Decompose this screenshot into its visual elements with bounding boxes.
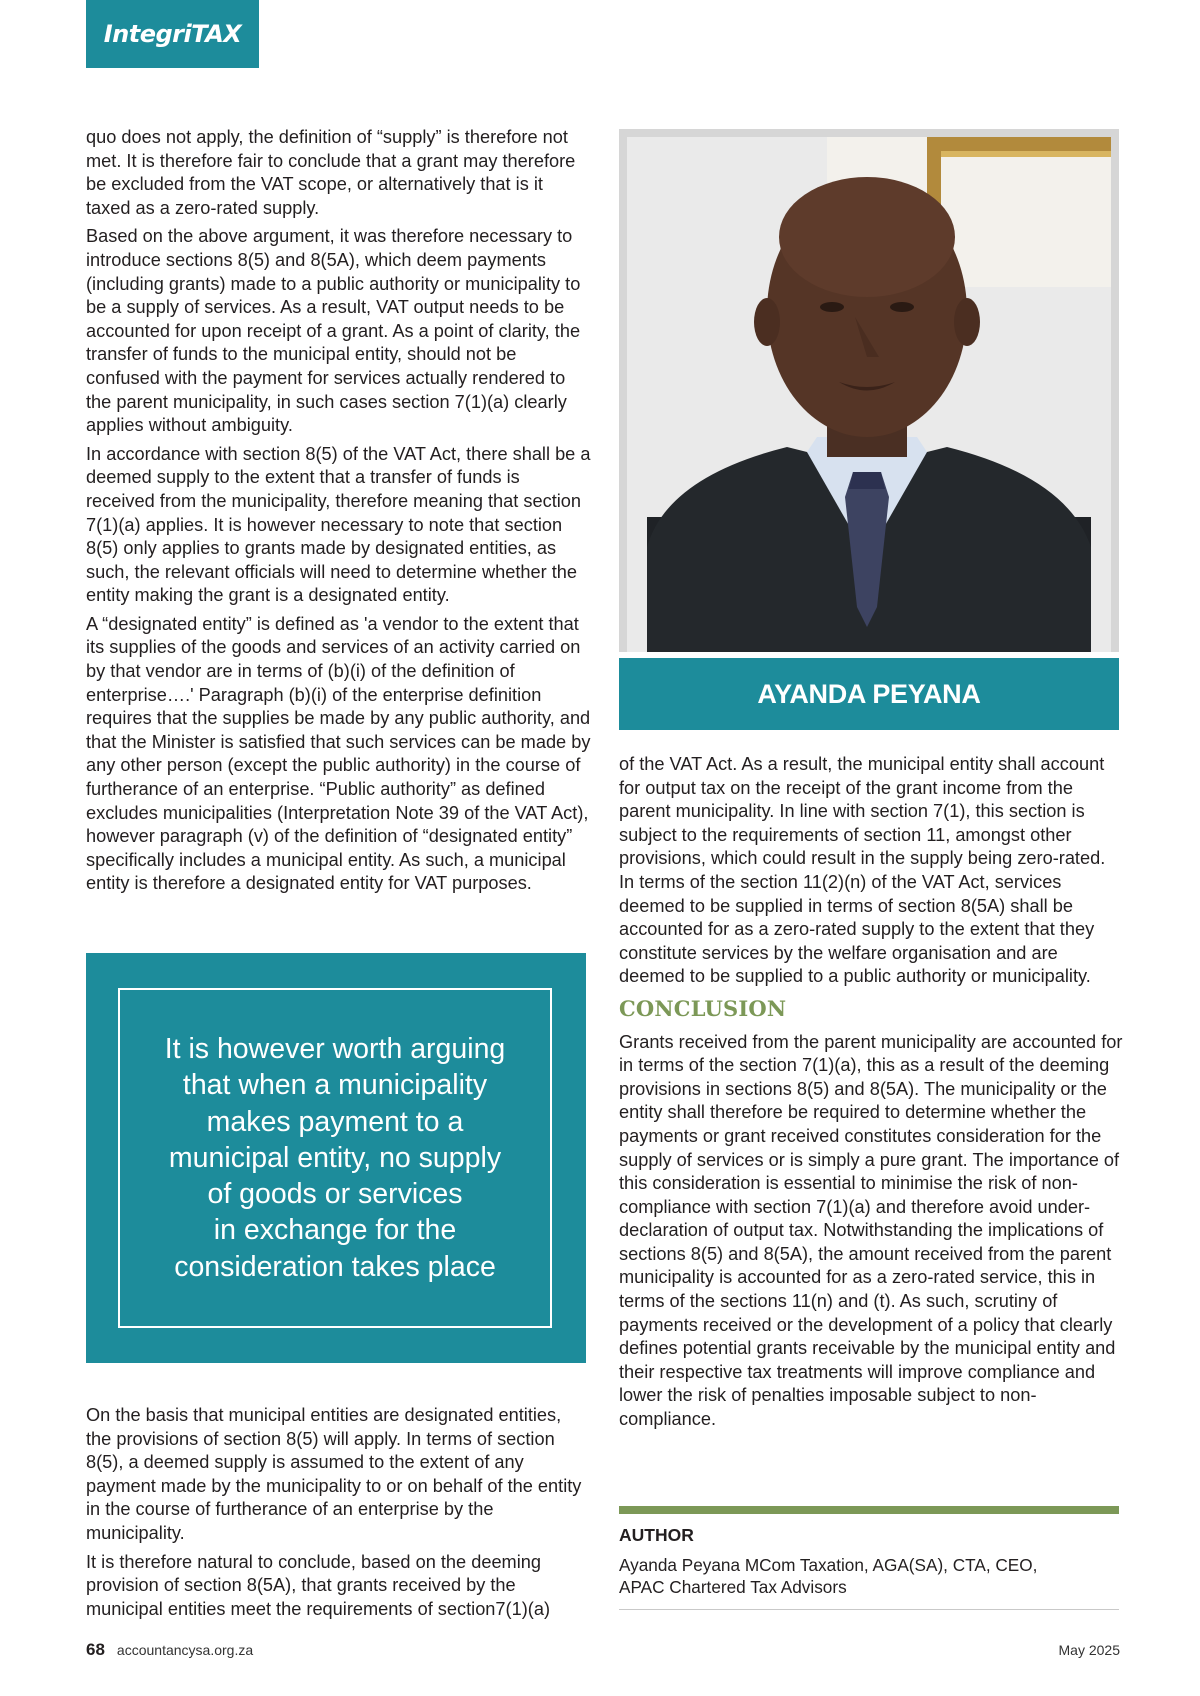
author-credentials xyxy=(619,1554,1124,1598)
author-block xyxy=(619,1525,1124,1598)
paragraph: On the basis that municipal entities are designated entities, the provisions of section 8(5) will apply. In terms of section 8(5), a deemed supply is assumed to the extent of any payment made by the municipality to or on behalf of the entity in the course of furtherance of an enterprise by the municipality. xyxy=(86,1405,582,1543)
paragraph: Based on the above argument, it was therefore necessary to introduce sections 8(5) and 8(5A), which deem payments (including grants) made to a public authority or municipality to be a supply of services. As a result, VAT output needs to be accounted for upon receipt of a grant. As a point of clarity, the transfer of funds to the municipal entity, should not be confused with the payment for services actually rendered to the parent municipality, in such cases section 7(1)(a) clearly applies without ambiguity. xyxy=(86,226,581,436)
paragraph: quo does not apply, the definition of “supply” is therefore not met. It is therefore fair to conclude that a grant may therefore be excluded from the VAT scope, or alternatively that is it taxed as a zero-rated supply. xyxy=(86,127,576,218)
brand-name: IntegriTAX xyxy=(103,20,242,48)
photo-caption-banner xyxy=(619,658,1119,730)
pull-quote-box xyxy=(86,953,586,1363)
paragraph: A “designated entity” is defined as 'a vendor to the extent that its supplies of the goods and services of an activity carried on by that vendor are in terms of (b)(i) of the definition of enterprise….' Paragraph (b)(i) of the enterprise definition requires that the supplies be made by any public authority, and that the Minister is satisfied that such services can be made by any other person (except the public authority) in the course of furtherance of an enterprise. “Public authority” as defined excludes municipalities (Interpretation Note 39 of the VAT Act), however paragraph (v) of the definition of “designated entity” specifically includes a municipal entity. As such, a municipal entity is therefore a designated entity for VAT purposes. xyxy=(86,613,591,894)
author-line: APAC Chartered Tax Advisors xyxy=(619,1577,847,1597)
conclusion-heading: CONCLUSION xyxy=(619,995,787,1021)
author-line: Ayanda Peyana MCom Taxation, AGA(SA), CTA, CEO, xyxy=(619,1555,1038,1575)
author-bottom-divider xyxy=(619,1609,1119,1610)
author-photo-frame xyxy=(619,129,1119,652)
author-photo xyxy=(627,137,1111,652)
pull-quote-text: It is however worth arguing that when a municipality makes payment to a municipal entity, no supply of goods or services in exchange for the consideration takes place xyxy=(164,1032,506,1283)
pull-quote-frame xyxy=(118,988,552,1328)
article-column-left-top xyxy=(86,126,591,901)
paragraph: In accordance with section 8(5) of the VAT Act, there shall be a deemed supply to the extent that a transfer of funds is received from the municipality, therefore meaning that section 7(1)(a) applies. It is however necessary to note that section 8(5) only applies to grants made by designated entities, as such, the relevant officials will need to determine whether the entity making the grant is a designated entity. xyxy=(86,443,591,606)
website-link[interactable]: accountancysa.org.za xyxy=(116,1642,254,1658)
author-divider xyxy=(619,1506,1119,1514)
photo-caption: AYANDA PEYANA xyxy=(757,678,981,709)
conclusion-paragraph: Grants received from the parent municipality are accounted for in terms of the section 7(1)(a), this as a result of the deeming provisions in sections 8(5) and 8(5A). The municipality or the entity shall therefore be required to determine whether the payments or grant received constitutes consideration for the supply of services or is simply a pure grant. The importance of this consideration is essential to minimise the risk of non-compliance with section 7(1)(a) and therefore avoid under-declaration of output tax. Notwithstanding the implications of sections 8(5) and 8(5A), the amount received from the parent municipality is accounted for as a zero-rated service, this in terms of the sections 11(n) and (t). As such, scrutiny of payments received or the development of a policy that clearly defines potential grants receivable by the municipal entity and their respective tax treatments will improve compliance and lower the risk of penalties imposable subject to non-compliance. xyxy=(619,1031,1123,1430)
footer-left xyxy=(86,1640,253,1660)
paragraph: of the VAT Act. As a result, the municipal entity shall account for output tax on the receipt of the grant income from the parent municipality. In line with section 7(1), this section is subject to the requirements of section 11, amongst other provisions, which could result in the supply being zero-rated. In terms of the section 11(2)(n) of the VAT Act, services deemed to be supplied in terms of section 8(5A) shall be accounted for as a zero-rated supply to the extent that they constitute services by the welfare organisation and are deemed to be supplied to a public authority or municipality. xyxy=(619,754,1106,987)
paragraph: It is therefore natural to conclude, based on the deeming provision of section 8(5A), that grants received by the municipal entities meet the requirements of section7(1)(a) xyxy=(86,1551,550,1619)
article-column-left-bottom xyxy=(86,1404,591,1626)
brand-logo xyxy=(86,0,259,68)
author-label: AUTHOR xyxy=(619,1525,694,1545)
issue-date: May 2025 xyxy=(1058,1642,1120,1658)
article-column-right xyxy=(619,753,1124,1437)
page-number: 68 xyxy=(86,1640,105,1659)
